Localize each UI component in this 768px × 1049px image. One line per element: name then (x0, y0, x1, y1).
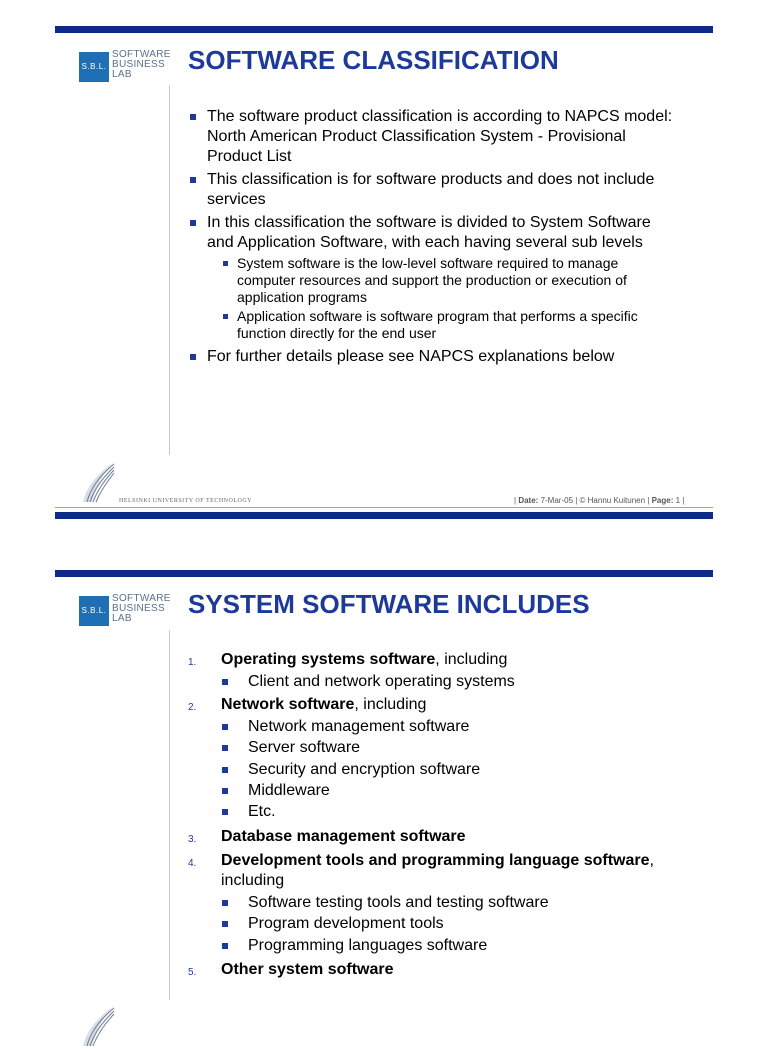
item-bold: Operating systems software (221, 651, 436, 668)
slide-title: SYSTEM SOFTWARE INCLUDES (188, 589, 590, 619)
sub-item-text: Middleware (248, 782, 330, 799)
university-wing-logo-icon (78, 1004, 118, 1049)
item-number: 5. (188, 967, 197, 978)
sub-bullet-text: System software is the low-level software required to manage computer resources and support the production or execution of application programs (237, 255, 627, 305)
logo-line-3: LAB (112, 69, 132, 80)
item-bold: Network software (221, 696, 355, 713)
bullet-square-icon (222, 724, 228, 730)
item-rest: , including (435, 651, 508, 668)
logo-text (112, 594, 171, 624)
sub-item-text: Software testing tools and testing software (248, 894, 549, 911)
item-text (221, 827, 681, 847)
item-rest: , including (221, 852, 654, 889)
item-number: 1. (188, 657, 197, 668)
sub-item-text: Security and encryption software (248, 761, 481, 778)
sub-item-text: Network management software (248, 718, 470, 735)
bullet-square-icon (222, 788, 228, 794)
page-number: 1 (675, 496, 681, 505)
item-number: 4. (188, 858, 197, 869)
sub-item-text: Server software (248, 739, 361, 756)
sub-item-text: Client and network operating systems (248, 673, 515, 690)
vertical-divider (169, 630, 170, 1000)
footer-info: | Date: 7-Mar-05 | © Hannu Kuitunen | Page: 1 | (514, 496, 685, 505)
logo-line-1: SOFTWARE (112, 49, 171, 60)
bullet-square-icon (222, 921, 228, 927)
university-name: HELSINKI UNIVERSITY OF TECHNOLOGY (119, 498, 252, 504)
slide-title: SOFTWARE CLASSIFICATION (188, 45, 559, 75)
bullet-square-icon (222, 745, 228, 751)
bullet-square-icon (222, 900, 228, 906)
bullet-square-icon (222, 943, 228, 949)
date-value: 7-Mar-05 | © Hannu Kuitunen | (540, 496, 650, 505)
item-number: 2. (188, 702, 197, 713)
item-number: 3. (188, 834, 197, 845)
item-text (221, 960, 681, 980)
item-text (221, 695, 681, 715)
page-label: Page: (651, 496, 674, 505)
item-bold: Database management software (221, 828, 466, 845)
logo-line-2: BUSINESS (112, 59, 165, 70)
bullet-square-icon (222, 679, 228, 685)
item-rest: , including (354, 696, 427, 713)
logo-box: S.B.L. (79, 596, 109, 626)
logo-line-1: SOFTWARE (112, 593, 171, 604)
top-bar (55, 570, 713, 577)
item-text (221, 650, 681, 670)
logo-line-3: LAB (112, 613, 132, 624)
bullet-text: In this classification the software is divided to System Software and Application Software, with each having several sub levels (207, 214, 651, 251)
sub-bullet-text: Application software is software program that performs a specific function directly for the end user (237, 308, 638, 341)
sub-item-text: Etc. (248, 803, 276, 820)
bullet-text: For further details please see NAPCS explanations below (207, 348, 615, 365)
logo-box: S.B.L. (79, 52, 109, 82)
sub-item-text: Programming languages software (248, 937, 488, 954)
bullet-square-icon (222, 809, 228, 815)
bullet-text: The software product classification is according to NAPCS model: North American Product Classification System - Provisional Product List (207, 108, 673, 165)
bullet-square-icon (222, 767, 228, 773)
item-bold: Development tools and programming language software (221, 852, 650, 869)
sub-item-text: Program development tools (248, 915, 444, 932)
logo-line-2: BUSINESS (112, 603, 165, 614)
item-bold: Other system software (221, 961, 394, 978)
item-text (221, 851, 681, 891)
date-label: Date: (518, 496, 539, 505)
sbl-logo (79, 593, 171, 636)
bullet-text: This classification is for software products and does not include services (207, 171, 655, 208)
